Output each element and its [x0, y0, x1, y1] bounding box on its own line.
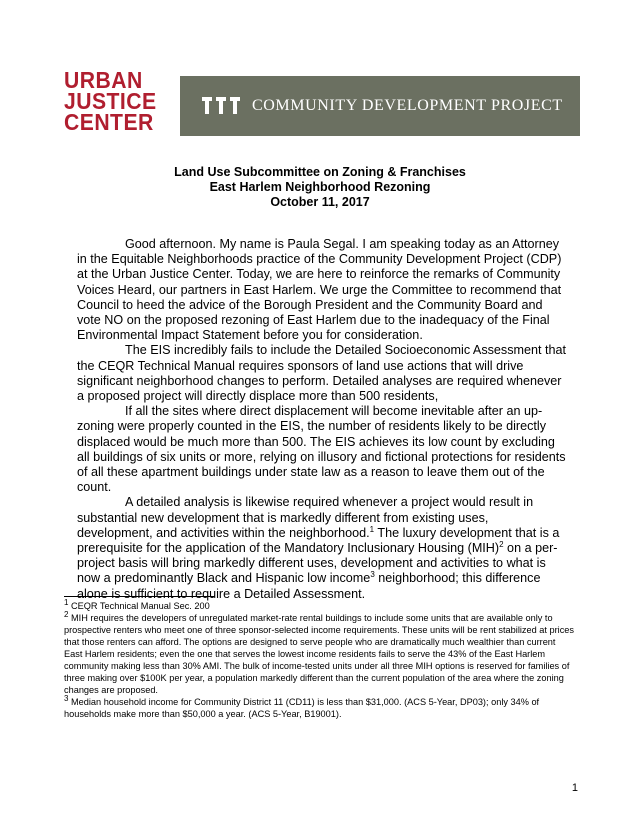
footnote-3-text: Median household income for Community District 11 (CD11) is less than $31,000. (ACS 5-Year, DP03); only 34% of households make more than $50,000 a year. (ACS 5-Year, B19001). — [64, 697, 540, 719]
heading-line-3: October 11, 2017 — [270, 195, 370, 209]
banner-title: COMMUNITY DEVELOPMENT PROJECT — [252, 97, 563, 114]
footnotes — [64, 597, 574, 720]
paragraph-1: Good afternoon. My name is Paula Segal. I am speaking today as an Attorney in the Equitable Neighborhoods practice of the Community Development Project (CDP) at the Urban Justice Center. Today, we are here to reinforce the remarks of Community Voices Heard, our partners in East Harlem. We urge the Committee to recommend that Council to heed the advice of the Borough President and the Community Board and vote NO on the proposed rezoning of East Harlem due to the inadequacy of the Final Environmental Impact Statement before you for consideration. — [77, 237, 562, 343]
footnote-1 — [64, 597, 574, 612]
footnote-3-number: 3 — [64, 693, 69, 703]
heading-line-2: East Harlem Neighborhood Rezoning — [209, 180, 431, 194]
footnote-1-number: 1 — [64, 597, 69, 607]
page-number: 1 — [571, 782, 578, 794]
p4-part-d: neighborhood; this difference alone is sufficient to require a Detailed Assessment. — [77, 571, 541, 601]
paragraph-3: If all the sites where direct displacement will become inevitable after an up-zoning were properly counted in the EIS, the number of residents likely to be directly displaced would be much more than 500. The EIS achieves its low count by excluding all buildings of six units or more, relying on illusory and fictional protections for residents of all these apartment buildings under state law as a reason to leave them out of the count. — [77, 404, 566, 495]
footnote-2 — [64, 609, 574, 696]
heading-line-1: Land Use Subcommittee on Zoning & Franchises — [174, 165, 466, 179]
body-text — [77, 237, 567, 602]
logo-line-2: JUSTICE — [64, 88, 157, 114]
p4-part-b: The luxury development that is a prerequisite for the application of the Mandatory Inclusionary Housing (MIH) — [77, 525, 560, 556]
paragraph-4 — [77, 495, 567, 601]
footnote-2-number: 2 — [64, 609, 69, 619]
paragraph-2: The EIS incredibly fails to include the Detailed Socioeconomic Assessment that the CEQR Technical Manual requires sponsors of land use actions that will drive significant neighborhood changes to perform. Detailed analyses are required whenever a proposed project will directly displace more than 500 residents, — [77, 343, 567, 404]
footnote-ref-2: 2 — [499, 539, 504, 549]
cdp-banner — [180, 76, 580, 136]
footnote-divider — [64, 596, 214, 597]
footnote-ref-3: 3 — [370, 570, 375, 580]
footnote-3 — [64, 693, 574, 720]
logo-line-1: URBAN — [64, 67, 143, 93]
footnote-2-text: MIH requires the developers of unregulated market-rate rental buildings to include some units that are available only to prospective renters who meet one of three sponsor-selected income requirements. These units will be rent stabilized at prices that those renters can afford. The options are designed to serve people who are dramatically much wealthier than current East Harlem residents; even the one that serves the lowest income residents fails to serve the 43% of the East Harlem community making less than 30% AMI. The bulk of income-tested units under all three MIH options is reserved for families of three making over $100K per year, a population markedly different than the current population of the area where the zoning changes are proposed. — [64, 613, 574, 695]
p4-part-a: A detailed analysis is likewise required whenever a project would result in substantial new development that is markedly different from existing uses, development, and activities within the neighborhood. — [77, 495, 534, 540]
urban-justice-center-logo — [64, 67, 172, 135]
footnote-ref-1: 1 — [369, 524, 375, 534]
p4-part-c: on a per-project basis will bring markedly different uses, development and activities to what is now a predominantly Black and Hispanic low income — [77, 541, 558, 586]
footnote-1-text: CEQR Technical Manual Sec. 200 — [68, 601, 210, 611]
pillars-icon — [202, 97, 240, 115]
logo-line-3: CENTER — [64, 109, 154, 135]
